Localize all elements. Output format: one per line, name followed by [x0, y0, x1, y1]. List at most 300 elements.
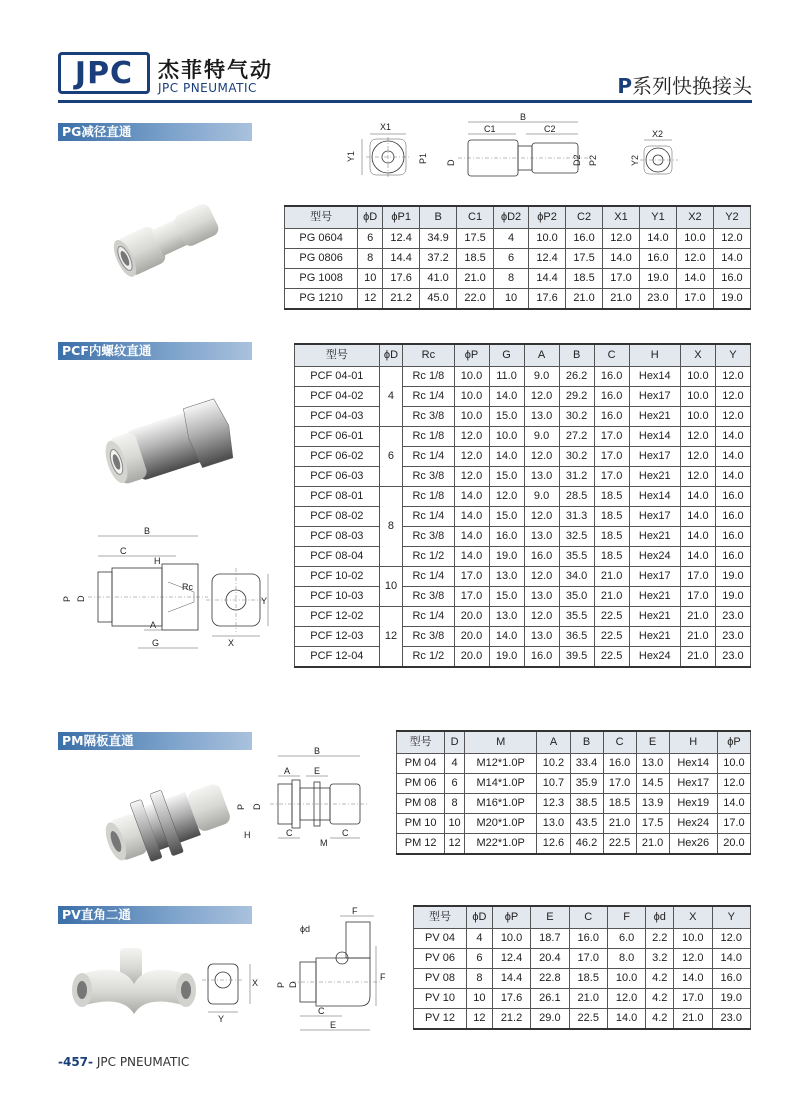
column-header: ϕD2: [494, 206, 529, 229]
table-cell: 17.0: [603, 269, 640, 289]
table-cell: 21.0: [457, 269, 494, 289]
table-cell: 10.0: [680, 367, 715, 387]
table-cell: 12.0: [524, 387, 559, 407]
table-cell: PCF 06-03: [295, 467, 380, 487]
table-cell: 3.2: [646, 949, 674, 969]
table-cell: 30.2: [559, 407, 594, 427]
table-cell: 19.0: [639, 269, 676, 289]
table-cell: 18.5: [594, 527, 629, 547]
table-cell: Hex17: [629, 387, 680, 407]
column-header: ϕd: [646, 906, 674, 929]
table-cell: PCF 04-01: [295, 367, 380, 387]
column-header: 型号: [397, 731, 445, 754]
table-cell: 14.0: [717, 794, 750, 814]
table-cell: 17.5: [636, 814, 669, 834]
pm-label-b: B: [314, 746, 321, 756]
table-cell: 10.7: [537, 774, 570, 794]
table-cell: 22.5: [594, 647, 629, 668]
table-cell: 4.2: [646, 1009, 674, 1030]
column-header: Y1: [639, 206, 676, 229]
table-cell: 12.4: [529, 249, 566, 269]
table-cell: 2.2: [646, 929, 674, 949]
column-header: M: [464, 731, 537, 754]
table-cell: 14.4: [529, 269, 566, 289]
table-cell: 29.2: [559, 387, 594, 407]
table-cell: 4: [445, 754, 465, 774]
table-cell: Rc 1/2: [403, 647, 454, 668]
table-cell: 17.0: [594, 467, 629, 487]
table-row: [397, 814, 751, 834]
table-cell: PV 12: [414, 1009, 467, 1030]
table-cell: 22.5: [594, 627, 629, 647]
table-cell: 12.0: [674, 949, 712, 969]
table-row: [295, 447, 751, 467]
column-header: H: [629, 344, 680, 367]
table-cell: 13.0: [489, 607, 524, 627]
table-cell: M14*1.0P: [464, 774, 537, 794]
table-cell: 19.0: [713, 289, 750, 310]
table-cell: 12.0: [712, 929, 750, 949]
table-cell: 18.5: [594, 547, 629, 567]
table-cell: 16.0: [712, 969, 750, 989]
pcf-label-d: D: [76, 595, 86, 602]
table-cell: 22.0: [457, 289, 494, 310]
table-cell: 15.0: [489, 587, 524, 607]
column-header: Y2: [713, 206, 750, 229]
pg-label-c1: C1: [484, 124, 496, 134]
table-cell: 12.0: [680, 447, 715, 467]
pm-spec-table: [396, 730, 751, 855]
table-cell: 10: [358, 269, 383, 289]
pm-label-e: E: [314, 766, 321, 776]
table-cell: 17.0: [676, 289, 713, 310]
table-cell: 31.3: [559, 507, 594, 527]
pm-label-c: C: [286, 828, 293, 838]
pm-table-header: [397, 731, 751, 754]
table-cell: 18.5: [594, 507, 629, 527]
table-cell: 15.0: [489, 507, 524, 527]
column-header: ϕD: [379, 344, 403, 367]
table-cell: 30.2: [559, 447, 594, 467]
table-cell: 13.0: [524, 467, 559, 487]
table-cell: 34.0: [559, 567, 594, 587]
table-cell: 21.0: [603, 289, 640, 310]
pcf-label-g: G: [152, 638, 160, 648]
column-header: ϕP1: [383, 206, 420, 229]
table-cell: 17.0: [680, 567, 715, 587]
table-cell: Rc 3/8: [403, 467, 454, 487]
table-cell: 17.0: [454, 587, 489, 607]
table-cell: 19.0: [715, 587, 750, 607]
column-header: ϕP: [492, 906, 530, 929]
table-cell: 14.0: [454, 487, 489, 507]
table-cell: Hex19: [669, 794, 717, 814]
table-cell: 12.0: [680, 467, 715, 487]
table-cell: 12.0: [524, 567, 559, 587]
table-cell: 10.0: [454, 367, 489, 387]
table-cell: 26.2: [559, 367, 594, 387]
table-cell: 23.0: [639, 289, 676, 310]
table-cell: Hex21: [629, 607, 680, 627]
table-cell: 21.0: [603, 814, 636, 834]
table-cell: 34.9: [420, 229, 457, 249]
table-cell: 6: [494, 249, 529, 269]
table-cell: 17.0: [454, 567, 489, 587]
table-cell: 14.0: [680, 507, 715, 527]
table-cell: 13.0: [524, 407, 559, 427]
table-cell: 16.0: [715, 527, 750, 547]
table-cell: 16.0: [715, 487, 750, 507]
table-cell: 21.0: [569, 989, 607, 1009]
column-header: E: [636, 731, 669, 754]
table-cell: PM 06: [397, 774, 445, 794]
pg-label-p2: P2: [588, 154, 598, 166]
table-cell: 32.5: [559, 527, 594, 547]
table-cell: 14.5: [636, 774, 669, 794]
table-cell: 23.0: [715, 607, 750, 627]
table-cell: 14.0: [454, 547, 489, 567]
pm-label-m: M: [320, 838, 328, 848]
table-cell: 11.0: [489, 367, 524, 387]
table-cell: 14.0: [674, 969, 712, 989]
table-cell: PV 08: [414, 969, 467, 989]
table-row: [397, 834, 751, 855]
table-cell: Hex14: [629, 367, 680, 387]
table-cell: 17.6: [383, 269, 420, 289]
table-cell: 22.5: [603, 834, 636, 855]
table-cell: Hex21: [629, 527, 680, 547]
pv-label-p: P: [276, 981, 286, 988]
table-row: [414, 949, 751, 969]
table-cell: 20.0: [717, 834, 750, 855]
table-cell: 28.5: [559, 487, 594, 507]
table-cell: 39.5: [559, 647, 594, 668]
table-cell: 21.0: [680, 607, 715, 627]
table-cell: PG 0604: [285, 229, 358, 249]
pm-photo: [102, 772, 242, 868]
table-cell: 20.0: [454, 607, 489, 627]
table-cell: Rc 3/8: [403, 587, 454, 607]
header-rule: [58, 100, 752, 103]
table-cell: 8: [467, 969, 493, 989]
table-cell: 15.0: [489, 467, 524, 487]
table-cell: 14.0: [715, 447, 750, 467]
pcf-label-a: A: [150, 620, 157, 630]
pcf-spec-table: [294, 343, 751, 668]
table-cell: 14.0: [680, 547, 715, 567]
table-row: [295, 627, 751, 647]
column-header: H: [669, 731, 717, 754]
pg-spec-table: [284, 205, 751, 310]
column-header: C: [594, 344, 629, 367]
table-cell: PCF 06-02: [295, 447, 380, 467]
table-cell: 35.9: [570, 774, 603, 794]
table-cell: 6: [358, 229, 383, 249]
table-cell: 16.0: [715, 507, 750, 527]
table-cell: 8: [494, 269, 529, 289]
table-cell: 45.0: [420, 289, 457, 310]
table-cell: 9.0: [524, 367, 559, 387]
group-diameter-cell: 6: [379, 427, 403, 487]
table-cell: 16.0: [594, 387, 629, 407]
table-cell: 10.0: [717, 754, 750, 774]
table-cell: 6: [467, 949, 493, 969]
column-header: 型号: [295, 344, 380, 367]
pv-label-y: Y: [218, 1014, 225, 1024]
table-cell: 37.2: [420, 249, 457, 269]
table-cell: PCF 12-04: [295, 647, 380, 668]
table-cell: 17.0: [717, 814, 750, 834]
table-row: [285, 229, 751, 249]
group-diameter-cell: 8: [379, 487, 403, 567]
table-cell: Hex21: [629, 587, 680, 607]
column-header: A: [537, 731, 570, 754]
pv-photo: [62, 944, 202, 1020]
table-cell: 6.0: [607, 929, 645, 949]
table-cell: 46.2: [570, 834, 603, 855]
table-row: [295, 367, 751, 387]
table-cell: PCF 12-02: [295, 607, 380, 627]
table-row: [285, 249, 751, 269]
pv-label-f2: F: [380, 972, 386, 982]
section-title-pv: PV直角二通: [58, 906, 252, 924]
table-cell: Hex17: [629, 447, 680, 467]
column-header: X: [680, 344, 715, 367]
table-row: [295, 387, 751, 407]
page-number: -457-: [58, 1055, 94, 1069]
table-cell: Hex26: [669, 834, 717, 855]
table-cell: 17.6: [492, 989, 530, 1009]
table-cell: 21.2: [383, 289, 420, 310]
table-cell: 8: [445, 794, 465, 814]
table-cell: Hex14: [629, 427, 680, 447]
logo-text: JPC: [74, 55, 134, 91]
table-cell: 14.0: [676, 269, 713, 289]
table-cell: 14.0: [454, 507, 489, 527]
table-cell: 12.0: [715, 367, 750, 387]
table-cell: 17.0: [569, 949, 607, 969]
table-row: [295, 647, 751, 668]
table-cell: 33.4: [570, 754, 603, 774]
table-cell: 23.0: [712, 1009, 750, 1030]
table-cell: 13.0: [537, 814, 570, 834]
group-diameter-cell: 4: [379, 367, 403, 427]
table-cell: 14.0: [715, 427, 750, 447]
table-cell: 27.2: [559, 427, 594, 447]
table-cell: 12.0: [713, 229, 750, 249]
section-title-pcf: PCF内螺纹直通: [58, 342, 252, 360]
table-cell: 35.5: [559, 607, 594, 627]
table-cell: 12.0: [454, 467, 489, 487]
pg-label-y1: Y1: [346, 150, 356, 162]
table-cell: Rc 1/4: [403, 607, 454, 627]
pg-label-p1: P1: [418, 152, 428, 164]
table-row: [285, 289, 751, 310]
jpc-logo: [58, 52, 150, 94]
table-row: [295, 567, 751, 587]
table-cell: 4: [494, 229, 529, 249]
column-header: Rc: [403, 344, 454, 367]
pg-label-d: D: [446, 159, 456, 166]
table-cell: 17.0: [594, 447, 629, 467]
table-cell: 4.2: [646, 989, 674, 1009]
table-cell: PCF 12-03: [295, 627, 380, 647]
table-cell: 12.4: [383, 229, 420, 249]
table-cell: PM 10: [397, 814, 445, 834]
table-row: [397, 754, 751, 774]
table-cell: 15.0: [489, 407, 524, 427]
table-cell: Hex21: [629, 467, 680, 487]
table-cell: 12.0: [607, 989, 645, 1009]
column-header: ϕP: [454, 344, 489, 367]
pcf-drawing: [58, 522, 288, 662]
table-cell: Hex14: [629, 487, 680, 507]
pm-drawing: [230, 746, 380, 856]
column-header: Y: [715, 344, 750, 367]
table-cell: Hex24: [629, 547, 680, 567]
table-cell: 17.0: [603, 774, 636, 794]
table-cell: Rc 1/8: [403, 487, 454, 507]
column-header: F: [607, 906, 645, 929]
section-title-pg: PG减径直通: [58, 123, 252, 141]
table-cell: Hex24: [629, 647, 680, 668]
pv-drawing: [196, 906, 410, 1036]
table-cell: PV 04: [414, 929, 467, 949]
table-cell: 12.0: [489, 487, 524, 507]
table-cell: 13.0: [524, 527, 559, 547]
table-cell: Hex24: [669, 814, 717, 834]
table-cell: 16.0: [715, 547, 750, 567]
table-cell: 17.6: [529, 289, 566, 310]
table-row: [295, 427, 751, 447]
table-cell: 13.0: [489, 567, 524, 587]
section-title-pm: PM隔板直通: [58, 732, 252, 750]
table-cell: 13.9: [636, 794, 669, 814]
pg-label-x1: X1: [380, 122, 392, 132]
group-diameter-cell: 10: [379, 567, 403, 607]
table-cell: 12.0: [603, 229, 640, 249]
table-cell: 9.0: [524, 487, 559, 507]
table-cell: M20*1.0P: [464, 814, 537, 834]
table-cell: 10.2: [537, 754, 570, 774]
pg-label-c2: C2: [544, 124, 556, 134]
table-cell: 14.0: [639, 229, 676, 249]
table-cell: 18.5: [594, 487, 629, 507]
table-cell: 10.0: [680, 407, 715, 427]
table-cell: 12: [467, 1009, 493, 1030]
table-cell: 10: [494, 289, 529, 310]
table-cell: 10.0: [492, 929, 530, 949]
table-row: [414, 1009, 751, 1030]
table-cell: 10: [445, 814, 465, 834]
table-row: [295, 507, 751, 527]
table-cell: 12: [358, 289, 383, 310]
table-cell: 14.4: [492, 969, 530, 989]
table-cell: Rc 1/4: [403, 567, 454, 587]
pg-label-y2: Y2: [630, 154, 640, 166]
table-cell: 12.0: [524, 507, 559, 527]
column-header: B: [570, 731, 603, 754]
table-cell: 12.3: [537, 794, 570, 814]
table-cell: 16.0: [594, 367, 629, 387]
table-cell: 16.0: [524, 547, 559, 567]
table-row: [295, 607, 751, 627]
series-prefix: P: [617, 74, 632, 98]
pm-label-p: P: [236, 803, 246, 810]
table-cell: 21.0: [636, 834, 669, 855]
table-cell: PM 04: [397, 754, 445, 774]
pcf-label-rc: Rc: [182, 582, 193, 592]
table-cell: 8.0: [607, 949, 645, 969]
table-cell: 16.0: [489, 527, 524, 547]
table-cell: 36.5: [559, 627, 594, 647]
column-header: X2: [676, 206, 713, 229]
table-cell: PG 0806: [285, 249, 358, 269]
table-cell: 18.5: [457, 249, 494, 269]
table-cell: 26.1: [531, 989, 569, 1009]
table-row: [295, 587, 751, 607]
table-cell: Rc 3/8: [403, 627, 454, 647]
table-cell: 21.0: [594, 587, 629, 607]
column-header: B: [559, 344, 594, 367]
table-cell: 14.0: [489, 387, 524, 407]
table-cell: 10.0: [680, 387, 715, 407]
column-header: ϕP2: [529, 206, 566, 229]
table-cell: 10.0: [676, 229, 713, 249]
table-cell: 14.0: [603, 249, 640, 269]
group-diameter-cell: 12: [379, 607, 403, 668]
column-header: D: [445, 731, 465, 754]
pcf-label-b: B: [144, 526, 151, 536]
column-header: ϕP: [717, 731, 750, 754]
table-row: [414, 989, 751, 1009]
table-cell: 10: [467, 989, 493, 1009]
table-cell: 14.0: [680, 487, 715, 507]
column-header: Y: [712, 906, 750, 929]
table-cell: 19.0: [489, 547, 524, 567]
table-cell: 14.0: [489, 627, 524, 647]
table-cell: 17.0: [680, 587, 715, 607]
table-cell: Rc 1/4: [403, 447, 454, 467]
table-row: [295, 407, 751, 427]
pg-drawing: [340, 112, 690, 202]
table-cell: 12.0: [717, 774, 750, 794]
table-cell: Rc 1/4: [403, 387, 454, 407]
pcf-label-y: Y: [261, 596, 268, 606]
table-cell: 10.0: [674, 929, 712, 949]
pg-photo: [108, 186, 238, 286]
pv-label-e: E: [330, 1020, 337, 1030]
table-cell: 12.0: [524, 447, 559, 467]
table-cell: 8: [358, 249, 383, 269]
pcf-label-c: C: [120, 546, 127, 556]
table-cell: 35.5: [559, 547, 594, 567]
table-row: [295, 527, 751, 547]
column-header: C2: [566, 206, 603, 229]
table-cell: 10.0: [489, 427, 524, 447]
table-cell: 16.0: [594, 407, 629, 427]
table-cell: 21.0: [674, 1009, 712, 1030]
table-cell: M22*1.0P: [464, 834, 537, 855]
table-cell: 22.8: [531, 969, 569, 989]
table-cell: 17.0: [674, 989, 712, 1009]
table-cell: 16.0: [639, 249, 676, 269]
table-cell: 12: [445, 834, 465, 855]
table-cell: PCF 10-03: [295, 587, 380, 607]
table-cell: M16*1.0P: [464, 794, 537, 814]
table-cell: 17.5: [566, 249, 603, 269]
table-row: [397, 794, 751, 814]
